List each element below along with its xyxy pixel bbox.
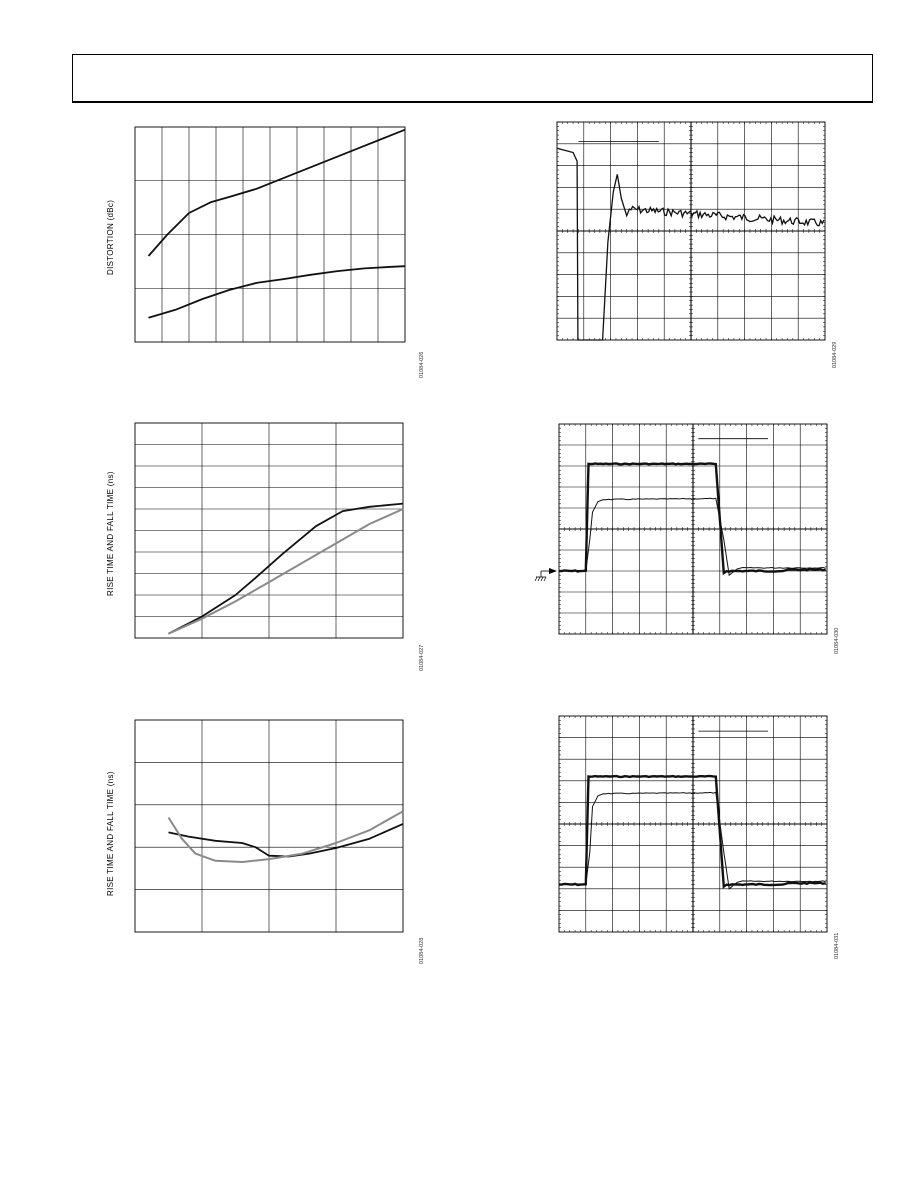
figure-id: 01084-027 — [419, 644, 425, 671]
series-line-1 — [149, 130, 406, 256]
y-axis-label: DISTORTION (dBc) — [106, 199, 115, 275]
distortion-chart — [100, 120, 435, 380]
y-axis-label: RISE TIME AND FALL TIME (ns) — [106, 471, 115, 596]
y-axis-label: RISE TIME AND FALL TIME (ns) — [106, 771, 115, 896]
plot-area — [135, 423, 403, 638]
series-line-2 — [169, 811, 404, 862]
series-line-2 — [149, 266, 406, 318]
plot-area — [135, 720, 403, 932]
series-line-1 — [169, 824, 404, 857]
rise-fall-time-chart-2 — [100, 712, 435, 972]
plot-area — [535, 424, 827, 634]
series-line-1 — [169, 504, 404, 634]
figure-id: 01084-029 — [832, 341, 838, 368]
plot-area — [135, 127, 405, 342]
scope-trace-thin — [559, 498, 826, 575]
ground-marker-icon — [535, 568, 557, 581]
pulse-scope-plot-1 — [530, 414, 848, 666]
figure-id: 01084-028 — [419, 937, 425, 964]
scope-trace-thick — [559, 464, 826, 574]
plot-area — [559, 716, 827, 932]
settling-scope-plot — [548, 112, 848, 374]
rise-fall-time-chart-1 — [100, 415, 435, 675]
figure-id: 01084-030 — [834, 627, 840, 654]
figure-id: 01084-026 — [419, 351, 425, 378]
page-header-box — [72, 54, 873, 103]
pulse-scope-plot-2 — [530, 706, 848, 966]
plot-area — [557, 122, 825, 340]
figure-id: 01084-031 — [834, 932, 840, 959]
